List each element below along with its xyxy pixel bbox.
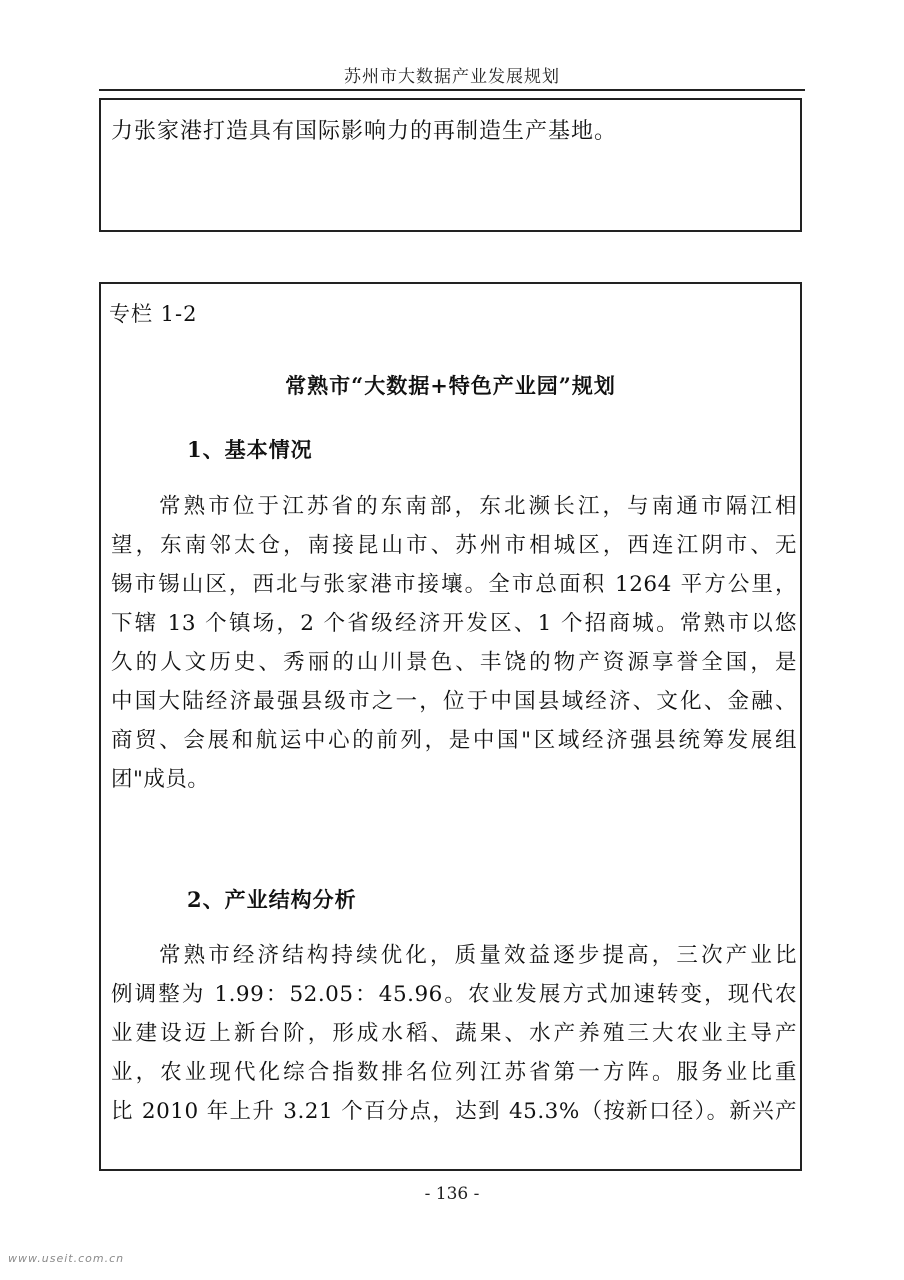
column-title: 常熟市“大数据+特色产业园”规划 bbox=[285, 373, 616, 398]
paragraph-line: 常熟市经济结构持续优化，质量效益逐步提高，三次产业比 bbox=[159, 943, 797, 968]
watermark: www.useit.com.cn bbox=[8, 1252, 125, 1265]
paragraph-line: 商贸、会展和航运中心的前列，是中国"区域经济强县统筹发展组 bbox=[111, 728, 797, 753]
column-box bbox=[99, 282, 802, 1171]
section-heading-structure: 2、产业结构分析 bbox=[187, 887, 357, 912]
paragraph-line: 锡市锡山区，西北与张家港市接壤。全市总面积 1264 平方公里， bbox=[111, 572, 797, 597]
paragraph-line: 常熟市位于江苏省的东南部，东北濒长江，与南通市隔江相 bbox=[159, 494, 797, 519]
page-header-title: 苏州市大数据产业发展规划 bbox=[344, 67, 560, 87]
continued-box bbox=[99, 98, 802, 232]
paragraph-structure bbox=[111, 936, 797, 1131]
paragraph-line: 例调整为 1.99：52.05：45.96。农业发展方式加速转变，现代农 bbox=[111, 982, 797, 1007]
section-heading-basic: 1、基本情况 bbox=[187, 437, 313, 462]
paragraph-line: 业，农业现代化综合指数排名位列江苏省第一方阵。服务业比重 bbox=[111, 1060, 797, 1085]
paragraph-line: 中国大陆经济最强县级市之一，位于中国县域经济、文化、金融、 bbox=[111, 689, 797, 714]
continued-text: 力张家港打造具有国际影响力的再制造生产基地。 bbox=[111, 119, 618, 144]
paragraph-line: 下辖 13 个镇场，2 个省级经济开发区、1 个招商城。常熟市以悠 bbox=[111, 611, 797, 636]
paragraph-basic bbox=[111, 487, 797, 799]
paragraph-line: 团"成员。 bbox=[111, 767, 210, 792]
paragraph-line: 比 2010 年上升 3.21 个百分点，达到 45.3%（按新口径）。新兴产 bbox=[111, 1099, 797, 1124]
header-rule bbox=[99, 89, 805, 91]
paragraph-line: 久的人文历史、秀丽的山川景色、丰饶的物产资源享誉全国，是 bbox=[111, 650, 797, 675]
column-label: 专栏 1-2 bbox=[109, 302, 198, 326]
paragraph-line: 业建设迈上新台阶，形成水稻、蔬果、水产养殖三大农业主导产 bbox=[111, 1021, 797, 1046]
page-number: - 136 - bbox=[424, 1184, 480, 1204]
paragraph-line: 望，东南邻太仓，南接昆山市、苏州市相城区，西连江阴市、无 bbox=[111, 533, 797, 558]
